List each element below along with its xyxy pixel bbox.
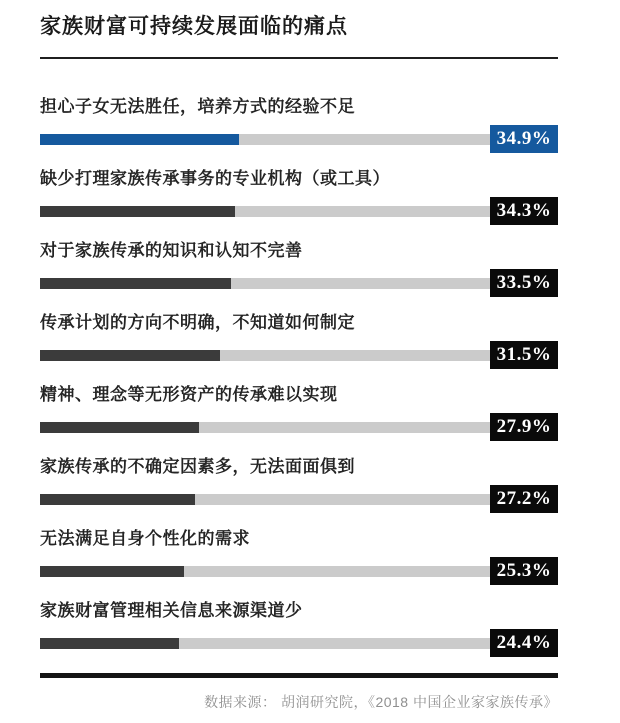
bar (40, 125, 558, 153)
data-source-caption: 数据来源： 胡润研究院，《2018 中国企业家家族传承》 (204, 694, 558, 710)
bar-row (40, 97, 558, 153)
bar (40, 485, 558, 513)
bar-row (40, 385, 558, 441)
bar-fill (40, 134, 239, 145)
title-divider-line (40, 57, 558, 59)
bar (40, 557, 558, 585)
bar-category-label: 对于家族传承的知识和认知不完善 (40, 241, 303, 260)
bar-value-badge: 25.3% (490, 557, 558, 585)
bar (40, 269, 558, 297)
bar-value-badge: 31.5% (490, 341, 558, 369)
bar-category-label: 担心子女无法胜任，培养方式的经验不足 (40, 97, 355, 116)
bar-fill (40, 278, 231, 289)
bar-category-label: 家族财富管理相关信息来源渠道少 (40, 601, 303, 620)
chart-title: 家族财富可持续发展面临的痛点 (40, 15, 348, 38)
bar-value-badge: 34.9% (490, 125, 558, 153)
bar-track (40, 422, 490, 433)
bar-row (40, 169, 558, 225)
bar (40, 413, 558, 441)
bar-track (40, 350, 490, 361)
bar-row (40, 457, 558, 513)
bar-track (40, 206, 490, 217)
bar-fill (40, 566, 184, 577)
bar-category-label: 无法满足自身个性化的需求 (40, 529, 250, 548)
bar-value-badge: 33.5% (490, 269, 558, 297)
bar-row (40, 529, 558, 585)
bar (40, 197, 558, 225)
bar-category-label: 家族传承的不确定因素多，无法面面俱到 (40, 457, 355, 476)
bar-track (40, 566, 490, 577)
bar-track (40, 278, 490, 289)
bar-category-label: 缺少打理家族传承事务的专业机构（或工具） (40, 169, 390, 188)
bar-value-badge: 34.3% (490, 197, 558, 225)
bar-value-badge: 27.9% (490, 413, 558, 441)
bar-fill (40, 422, 199, 433)
bar-track (40, 638, 490, 649)
bar-row (40, 601, 558, 657)
bar-fill (40, 206, 235, 217)
bar-fill (40, 638, 179, 649)
bar-track (40, 134, 490, 145)
bar-value-badge: 24.4% (490, 629, 558, 657)
bar-list (40, 97, 558, 657)
bar-row (40, 241, 558, 297)
bar (40, 341, 558, 369)
bar-fill (40, 350, 220, 361)
bar (40, 629, 558, 657)
bar-category-label: 传承计划的方向不明确，不知道如何制定 (40, 313, 355, 332)
bar-category-label: 精神、理念等无形资产的传承难以实现 (40, 385, 338, 404)
bar-row (40, 313, 558, 369)
bar-fill (40, 494, 195, 505)
bar-track (40, 494, 490, 505)
footer-divider-line (40, 673, 558, 678)
bar-value-badge: 27.2% (490, 485, 558, 513)
